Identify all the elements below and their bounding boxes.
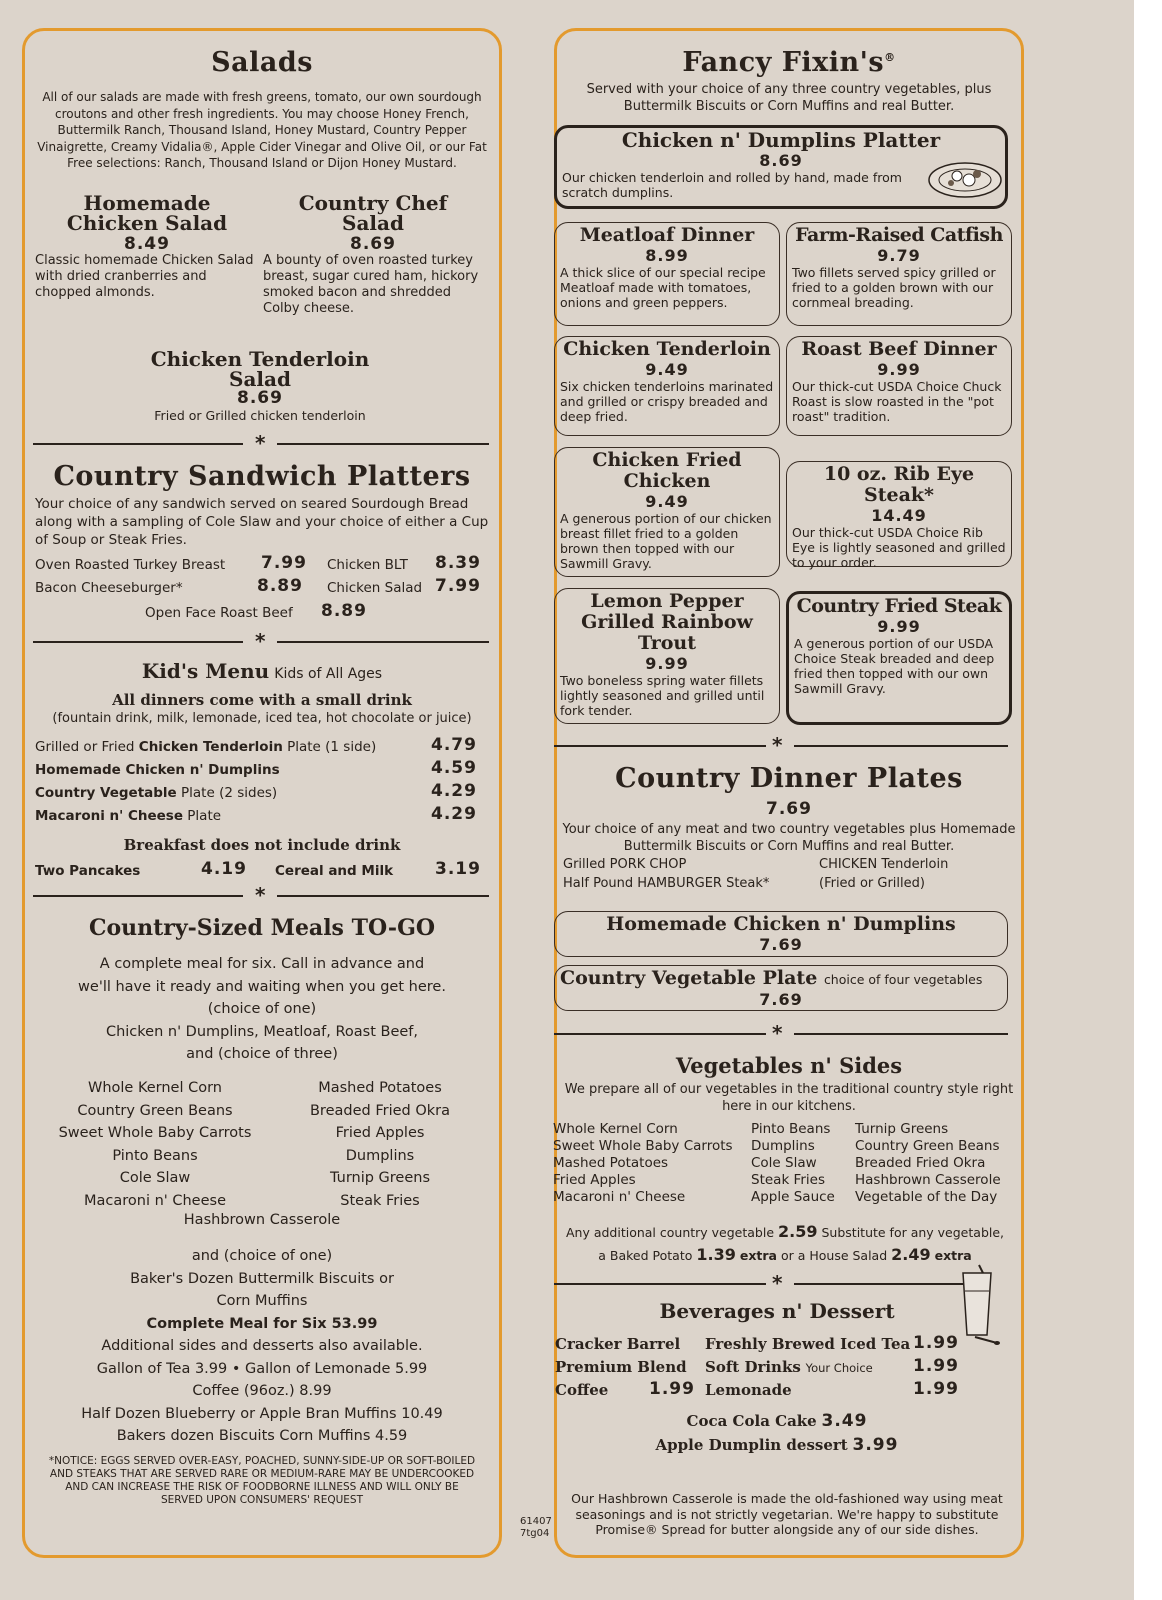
beverage-name: Premium Blend <box>555 1358 687 1376</box>
sandwich-item-price: 8.39 <box>435 553 481 573</box>
dinner-meat: Half Pound HAMBURGER Steak* <box>563 876 770 891</box>
dinner-meat: (Fried or Grilled) <box>819 876 925 891</box>
vegetable-plate-name: Country Vegetable Plate choice of four vegetables <box>560 967 983 989</box>
kids-title: Kid's Menu <box>141 659 270 683</box>
kids-subtitle: Kids of All Ages <box>274 666 383 682</box>
beverage-price: 1.99 <box>913 1356 959 1376</box>
breakfast-item-price: 3.19 <box>435 859 481 879</box>
menu-item-box <box>786 336 1012 436</box>
menu-item-box <box>554 222 780 326</box>
item-name: Country Fried Steak <box>796 595 1002 617</box>
kids-item: Grilled or Fried Chicken Tenderloin Plate (1 side) <box>35 739 377 755</box>
asterisk-ornament-icon: * <box>772 1271 783 1295</box>
divider <box>554 1021 1008 1045</box>
item-name: Chicken Fried Chicken <box>592 449 742 492</box>
divider <box>554 733 1008 757</box>
left-menu-panel <box>22 28 502 1558</box>
chicken-salad-price: 8.49 <box>124 234 170 254</box>
sandwich-item-price: 7.99 <box>261 553 307 573</box>
kids-item: Macaroni n' Cheese Plate <box>35 808 222 824</box>
beverage-name: Freshly Brewed Iced Tea <box>705 1335 911 1353</box>
fancy-intro: Served with your choice of any three country vegetables, plus Buttermilk Biscuits or Corn Muffins and real Butter. <box>586 82 992 114</box>
sandwich-item-name: Bacon Cheeseburger* <box>35 580 183 596</box>
item-name: 10 oz. Rib Eye Steak* <box>823 463 975 506</box>
item-name: Chicken Tenderloin <box>563 338 771 360</box>
divider <box>33 431 489 455</box>
item-price: 9.49 <box>645 360 689 379</box>
togo-intro: A complete meal for six. Call in advance and we'll have it ready and waiting when you get here. (choice of one) Chicken n' Dumplins, Meatloaf, Roast Beef, and (choice of three) <box>78 956 446 1062</box>
menu-item-box <box>786 591 1012 725</box>
kids-item-price: 4.29 <box>431 804 477 824</box>
desserts: Coca Cola Cake 3.49 Apple Dumplin dessert 3.99 <box>655 1411 899 1455</box>
featured-price: 8.69 <box>759 151 803 170</box>
beverage-price: 1.99 <box>913 1379 959 1399</box>
fancy-title: Fancy Fixin's® <box>682 47 896 78</box>
tenderloin-salad-name: Chicken Tenderloin Salad <box>150 347 370 391</box>
togo-title: Country-Sized Meals TO-GO <box>88 915 436 941</box>
item-desc: Our thick-cut USDA Choice Rib Eye is lightly seasoned and grilled to your order. <box>792 525 1006 570</box>
togo-sides-left: Whole Kernel Corn Country Green Beans Sweet Whole Baby Carrots Pinto Beans Cole Slaw Macaroni n' Cheese <box>58 1080 252 1209</box>
featured-name: Chicken n' Dumplins Platter <box>621 128 941 152</box>
sandwich-item-price: 7.99 <box>435 576 481 596</box>
menu-item-box <box>786 461 1012 570</box>
beverage-name: Cracker Barrel <box>555 1335 681 1353</box>
menu-item-box <box>554 588 780 724</box>
item-name: Lemon Pepper Grilled Rainbow Trout <box>581 590 753 654</box>
dinner-meat: CHICKEN Tenderloin <box>819 857 949 872</box>
item-price: 9.79 <box>877 246 921 265</box>
biscuits-price: Bakers dozen Biscuits Corn Muffins 4.59 <box>116 1428 408 1444</box>
item-name: Meatloaf Dinner <box>579 224 755 246</box>
sandwich-item-name: Oven Roasted Turkey Breast <box>35 557 226 573</box>
item-name: Roast Beef Dinner <box>801 338 997 360</box>
dumplins-plate-price: 7.69 <box>759 935 803 954</box>
breakfast-note: Breakfast does not include drink <box>123 836 401 854</box>
veg-additional: Any additional country vegetable 2.59 Substitute for any vegetable, a Baked Potato 1.39 extra or a House Salad 2.49 extra <box>565 1222 1005 1264</box>
dumplins-plate-icon <box>927 156 1003 200</box>
veg-intro: We prepare all of our vegetables in the traditional country style right here in our kitchens. <box>564 1082 1014 1114</box>
featured-desc: Our chicken tenderloin and rolled by hand, made from scratch dumplins. <box>562 170 902 200</box>
kids-heading <box>25 659 499 683</box>
item-desc: Our thick-cut USDA Choice Chuck Roast is slow roasted in the "pot roast" tradition. <box>792 379 1002 424</box>
dinner-price: 7.69 <box>766 799 812 819</box>
togo-side-center: Hashbrown Casserole <box>183 1212 341 1228</box>
item-price: 9.99 <box>877 360 921 379</box>
chicken-salad-desc: Classic homemade Chicken Salad with dried cranberries and chopped almonds. <box>35 253 254 300</box>
asterisk-ornament-icon: * <box>772 733 783 757</box>
kids-drink-note: All dinners come with a small drink <box>112 691 412 709</box>
chicken-salad-name: Homemade Chicken Salad <box>66 191 228 235</box>
kids-item-price: 4.59 <box>431 758 477 778</box>
item-desc: A generous portion of our chicken breast fillet fried to a golden brown then topped with our Sawmill Gravy. <box>560 511 772 571</box>
dinner-intro: Your choice of any meat and two country vegetables plus Homemade Buttermilk Biscuits or Corn Muffins and real Butter. <box>562 822 1016 854</box>
veg-title: Vegetables n' Sides <box>675 1053 903 1078</box>
breakfast-item-name: Cereal and Milk <box>275 863 394 879</box>
item-price: 9.99 <box>645 654 689 673</box>
beverages-title: Beverages n' Dessert <box>659 1299 895 1323</box>
chef-salad-price: 8.69 <box>350 234 396 254</box>
asterisk-ornament-icon: * <box>772 1021 783 1045</box>
vegetable-plate-price: 7.69 <box>759 990 803 1009</box>
kids-item: Homemade Chicken n' Dumplins <box>35 762 280 778</box>
vegetable-plate-box <box>554 965 1008 1011</box>
tenderloin-salad-desc: Fried or Grilled chicken tenderloin <box>154 408 366 423</box>
sandwich-item-name: Chicken Salad <box>327 580 423 596</box>
divider <box>33 629 489 653</box>
asterisk-ornament-icon: * <box>255 629 266 653</box>
beverage-price: 1.99 <box>649 1379 695 1399</box>
item-desc: Two boneless spring water fillets lightly seasoned and grilled until fork tender. <box>560 673 765 718</box>
print-code: 61407 7tg04 <box>520 1516 552 1539</box>
salads-title: Salads <box>211 47 313 78</box>
togo-details: and (choice of one) Baker's Dozen Buttermilk Biscuits or Corn Muffins Complete Meal for Six 53.99 Additional sides and desserts also available. Gallon of Tea 3.99 • Gallon of Lemonade 5.99 Coffee (96oz.) 8.99 Half Dozen Blueberry or Apple Bran Muffins 10.49 Bakers dozen Biscuits Corn Muffins 4.59 <box>25 1245 499 1448</box>
beverage-price: 1.99 <box>913 1333 959 1353</box>
beverage-name: Coffee <box>555 1381 609 1399</box>
sandwich-item-name: Open Face Roast Beef <box>145 605 293 621</box>
notice-text: *NOTICE: EGGS SERVED OVER-EASY, POACHED, SUNNY-SIDE-UP OR SOFT-BOILED AND STEAKS THAT ARE SERVED RARE OR MEDIUM-RARE MAY BE UNDERCOOKED AND CAN INCREASE THE RISK OF FOODBORNE ILLNESS AND WILL ONLY BE SERVED UPON CONSUMERS' REQUEST <box>48 1455 476 1506</box>
sandwich-title: Country Sandwich Platters <box>53 461 471 492</box>
dumplins-plate-name: Homemade Chicken n' Dumplins <box>606 913 956 935</box>
breakfast-item-name: Two Pancakes <box>35 863 141 879</box>
dumplins-plate-box <box>554 911 1008 957</box>
sandwich-item-price: 8.89 <box>321 601 367 621</box>
salads-intro: All of our salads are made with fresh greens, tomato, our own sourdough croutons and other fresh ingredients. You may choose Honey French, Buttermilk Ranch, Thousand Island, Honey Mustard, Country Pepper Vinaigrette, Creamy Vidalia®, Apple Cider Vinegar and Olive Oil, or our Fat Free selections: Ranch, Thousand Island or Dijon Honey Mustard. <box>37 90 487 170</box>
asterisk-ornament-icon: * <box>255 883 266 907</box>
featured-dumplins-box <box>554 125 1008 209</box>
menu-item-box <box>554 447 780 577</box>
item-price: 9.49 <box>645 492 689 511</box>
breakfast-item-price: 4.19 <box>201 859 247 879</box>
kids-item-price: 4.79 <box>431 735 477 755</box>
divider <box>33 883 489 907</box>
togo-sides-right: Mashed Potatoes Breaded Fried Okra Fried Apples Dumplins Turnip Greens Steak Fries <box>309 1080 450 1209</box>
beverage-name: Lemonade <box>705 1381 792 1399</box>
divider <box>554 1271 964 1295</box>
item-desc: A thick slice of our special recipe Meatloaf made with tomatoes, onions and green peppers. <box>560 265 766 310</box>
right-menu-panel <box>554 28 1024 1558</box>
sandwich-item-price: 8.89 <box>257 576 303 596</box>
kids-item: Country Vegetable Plate (2 sides) <box>35 785 278 801</box>
item-name: Farm-Raised Catfish <box>795 224 1003 246</box>
complete-meal-price: Complete Meal for Six 53.99 <box>146 1315 378 1332</box>
menu-item-box <box>554 336 780 436</box>
item-desc: A generous portion of our USDA Choice Steak breaded and deep fried then topped with our own Sawmill Gravy. <box>794 636 995 696</box>
tenderloin-salad-price: 8.69 <box>237 388 283 408</box>
veg-col-2: Pinto Beans Dumplins Cole Slaw Steak Fries Apple Sauce <box>751 1121 835 1205</box>
dinner-title: Country Dinner Plates <box>615 763 963 794</box>
muffins-price: Half Dozen Blueberry or Apple Bran Muffins 10.49 <box>81 1405 443 1422</box>
sandwich-intro: Your choice of any sandwich served on seared Sourdough Bread along with a sampling of Cole Slaw and your choice of either a Cup of Soup or Steak Fries. <box>35 496 489 548</box>
item-price: 8.99 <box>645 246 689 265</box>
beverage-name: Soft Drinks Your Choice <box>705 1358 873 1376</box>
item-price: 14.49 <box>871 506 927 525</box>
dinner-meat: Grilled PORK CHOP <box>563 857 687 872</box>
asterisk-ornament-icon: * <box>255 431 266 455</box>
gallon-prices: Gallon of Tea 3.99 • Gallon of Lemonade 5.99 <box>96 1360 428 1377</box>
kids-drink-options: (fountain drink, milk, lemonade, iced tea, hot chocolate or juice) <box>52 711 472 726</box>
hashbrown-note: Our Hashbrown Casserole is made the old-fashioned way using meat seasonings and is not strictly vegetarian. We're happy to substitute Promise® Spread for butter alongside any of our side dishes. <box>571 1491 1003 1537</box>
kids-item-price: 4.29 <box>431 781 477 801</box>
chef-salad-desc: A bounty of oven roasted turkey breast, sugar cured ham, hickory smoked bacon and shredded Colby cheese. <box>263 253 479 316</box>
veg-col-3: Turnip Greens Country Green Beans Breaded Fried Okra Hashbrown Casserole Vegetable of the Day <box>855 1121 1001 1205</box>
item-price: 9.99 <box>877 617 921 636</box>
coffee-price: Coffee (96oz.) 8.99 <box>192 1383 332 1399</box>
item-desc: Two fillets served spicy grilled or fried to a golden brown with our cornmeal breading. <box>792 265 996 310</box>
veg-col-1: Whole Kernel Corn Sweet Whole Baby Carrots Mashed Potatoes Fried Apples Macaroni n' Cheese <box>553 1121 733 1205</box>
sandwich-item-name: Chicken BLT <box>327 557 408 573</box>
item-desc: Six chicken tenderloins marinated and grilled or crispy breaded and deep fried. <box>560 379 774 424</box>
chef-salad-name: Country Chef Salad <box>298 191 448 235</box>
menu-item-box <box>786 222 1012 326</box>
